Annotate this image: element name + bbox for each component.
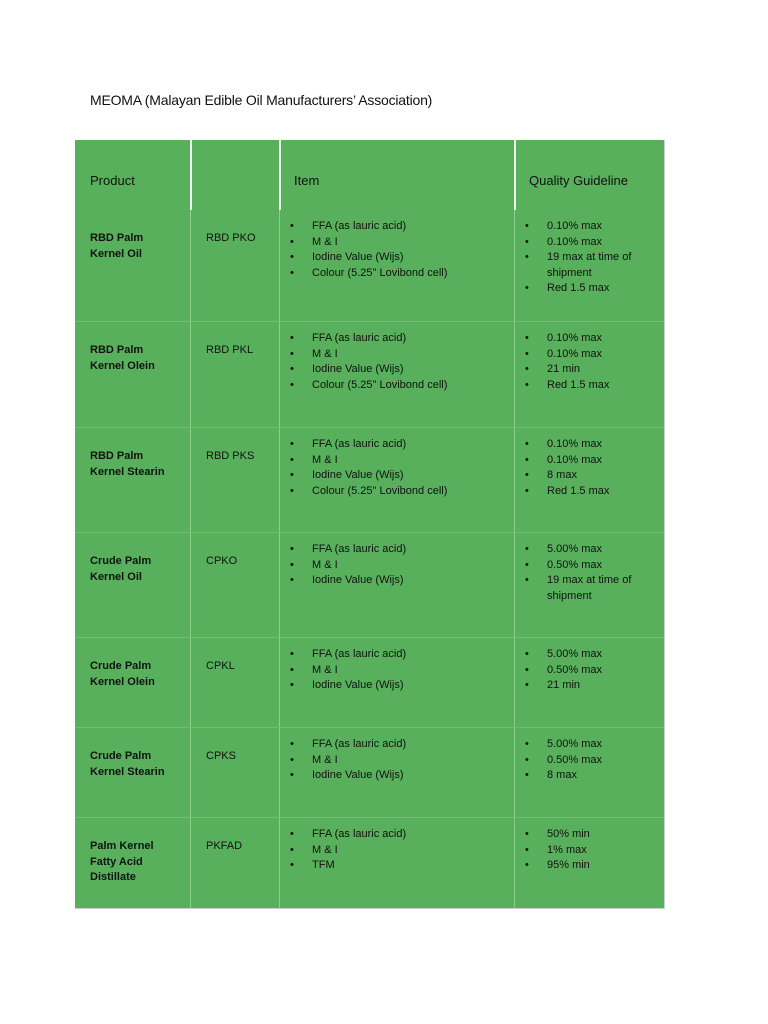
list-item: • 1% max	[515, 843, 664, 859]
list-item: • 95% min	[515, 858, 664, 874]
header-product-label: Product	[90, 173, 135, 188]
list-item: • M & I	[280, 558, 514, 574]
list-item: • M & I	[280, 843, 514, 859]
guideline-cell	[515, 210, 664, 321]
code-cell	[191, 638, 280, 728]
table-row	[75, 637, 664, 728]
code-cell	[191, 322, 280, 428]
list-item: • FFA (as lauric acid)	[280, 542, 514, 558]
list-item: • Iodine Value (Wijs)	[280, 250, 514, 266]
header-item	[280, 140, 516, 210]
code-cell	[191, 818, 280, 909]
list-item: • Red 1.5 max	[515, 378, 664, 394]
list-item: • 0.50% max	[515, 663, 664, 679]
list-item: • 8 max	[515, 468, 664, 484]
item-list	[280, 728, 514, 784]
list-item: • 5.00% max	[515, 647, 664, 663]
list-item: • FFA (as lauric acid)	[280, 331, 514, 347]
guideline-cell	[515, 533, 664, 638]
product-code: RBD PKL	[206, 344, 254, 356]
item-list	[280, 533, 514, 589]
list-item: • Red 1.5 max	[515, 281, 664, 297]
list-item: • 19 max at time of shipment	[515, 250, 664, 281]
list-item: • Colour (5.25" Lovibond cell)	[280, 266, 514, 282]
list-item: • Iodine Value (Wijs)	[280, 468, 514, 484]
list-item: • Colour (5.25" Lovibond cell)	[280, 378, 514, 394]
item-cell	[280, 533, 515, 638]
product-name: Crude Palm Kernel Stearin	[90, 750, 165, 778]
list-item: • Iodine Value (Wijs)	[280, 678, 514, 694]
list-item: • 0.10% max	[515, 437, 664, 453]
list-item: • 0.10% max	[515, 235, 664, 251]
list-item: • FFA (as lauric acid)	[280, 647, 514, 663]
item-cell	[280, 818, 515, 909]
guideline-list	[515, 728, 664, 784]
list-item: • FFA (as lauric acid)	[280, 737, 514, 753]
guideline-list	[515, 818, 664, 874]
document-title: MEOMA (Malayan Edible Oil Manufacturers’ Association)	[90, 92, 433, 108]
list-item: • 0.10% max	[515, 219, 664, 235]
product-name: RBD Palm Kernel Olein	[90, 344, 155, 372]
guideline-cell	[515, 638, 664, 728]
product-name: Crude Palm Kernel Oil	[90, 555, 152, 583]
table-row	[75, 210, 664, 321]
product-code: CPKL	[206, 660, 235, 672]
guideline-cell	[515, 818, 664, 909]
guideline-list	[515, 428, 664, 499]
list-item: • Iodine Value (Wijs)	[280, 768, 514, 784]
quality-table	[75, 140, 665, 909]
list-item: • Iodine Value (Wijs)	[280, 573, 514, 589]
table-header-row	[75, 140, 664, 210]
list-item: • Iodine Value (Wijs)	[280, 362, 514, 378]
product-cell	[75, 428, 191, 533]
product-code: CPKO	[206, 555, 238, 567]
guideline-list	[515, 638, 664, 694]
list-item: • 5.00% max	[515, 542, 664, 558]
list-item: • Colour (5.25" Lovibond cell)	[280, 484, 514, 500]
list-item: • 21 min	[515, 678, 664, 694]
item-cell	[280, 428, 515, 533]
table-row	[75, 321, 664, 428]
item-cell	[280, 322, 515, 428]
item-list	[280, 638, 514, 694]
product-cell	[75, 322, 191, 428]
list-item: • 0.10% max	[515, 453, 664, 469]
guideline-list	[515, 533, 664, 604]
guideline-list	[515, 210, 664, 297]
list-item: • FFA (as lauric acid)	[280, 219, 514, 235]
list-item: • 0.50% max	[515, 753, 664, 769]
list-item: • 0.10% max	[515, 331, 664, 347]
guideline-cell	[515, 322, 664, 428]
product-cell	[75, 533, 191, 638]
list-item: • TFM	[280, 858, 514, 874]
product-cell	[75, 210, 191, 321]
list-item: • 21 min	[515, 362, 664, 378]
item-cell	[280, 638, 515, 728]
header-item-label: Item	[294, 173, 320, 188]
product-code: RBD PKO	[206, 232, 256, 244]
product-cell	[75, 818, 191, 909]
table-row	[75, 427, 664, 533]
header-code	[191, 140, 281, 210]
header-guideline-label: Quality Guideline	[529, 173, 628, 188]
item-cell	[280, 210, 515, 321]
item-list	[280, 428, 514, 499]
header-product	[75, 140, 192, 210]
product-cell	[75, 728, 191, 818]
list-item: • 0.10% max	[515, 347, 664, 363]
list-item: • FFA (as lauric acid)	[280, 437, 514, 453]
header-guideline	[515, 140, 664, 210]
list-item: • FFA (as lauric acid)	[280, 827, 514, 843]
table-row	[75, 727, 664, 818]
list-item: • M & I	[280, 347, 514, 363]
product-name: Crude Palm Kernel Olein	[90, 660, 155, 688]
code-cell	[191, 428, 280, 533]
product-cell	[75, 638, 191, 728]
table-row	[75, 532, 664, 638]
item-list	[280, 818, 514, 874]
list-item: • 8 max	[515, 768, 664, 784]
list-item: • 5.00% max	[515, 737, 664, 753]
guideline-cell	[515, 728, 664, 818]
guideline-list	[515, 322, 664, 393]
list-item: • 50% min	[515, 827, 664, 843]
product-name: Palm Kernel Fatty Acid Distillate	[90, 840, 154, 883]
item-list	[280, 210, 514, 281]
code-cell	[191, 728, 280, 818]
list-item: • M & I	[280, 753, 514, 769]
table-row	[75, 817, 664, 909]
product-code: CPKS	[206, 750, 236, 762]
product-code: PKFAD	[206, 840, 243, 852]
product-code: RBD PKS	[206, 450, 255, 462]
product-name: RBD Palm Kernel Oil	[90, 232, 144, 260]
item-list	[280, 322, 514, 393]
list-item: • Red 1.5 max	[515, 484, 664, 500]
product-name: RBD Palm Kernel Stearin	[90, 450, 165, 478]
list-item: • M & I	[280, 235, 514, 251]
guideline-cell	[515, 428, 664, 533]
code-cell	[191, 533, 280, 638]
list-item: • M & I	[280, 663, 514, 679]
code-cell	[191, 210, 280, 321]
list-item: • M & I	[280, 453, 514, 469]
list-item: • 0.50% max	[515, 558, 664, 574]
item-cell	[280, 728, 515, 818]
list-item: • 19 max at time of shipment	[515, 573, 664, 604]
